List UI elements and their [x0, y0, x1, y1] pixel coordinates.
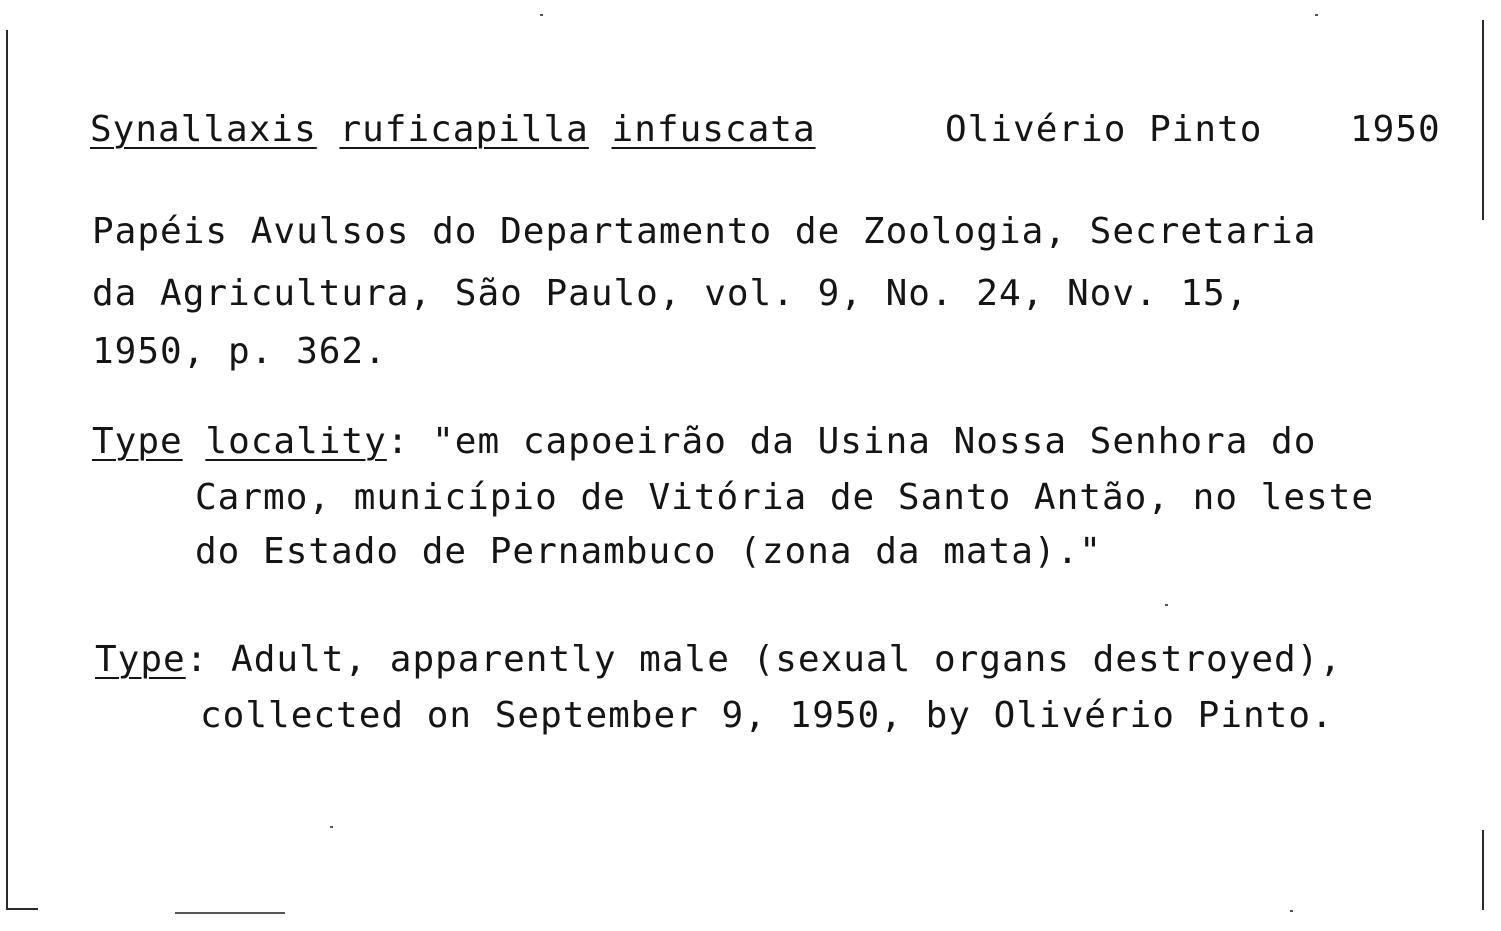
scan-speck [540, 14, 543, 16]
card-left-edge [6, 30, 8, 910]
type-locality-line-1 [92, 422, 1316, 462]
type-line-1 [95, 640, 1342, 680]
scan-speck [1315, 14, 1318, 16]
type-locality-label-word-2: locality [205, 421, 387, 462]
species-name: ruficapilla [339, 109, 589, 150]
type-line-2: collected on September 9, 1950, by Olivério Pinto. [200, 695, 1334, 736]
taxon-author: Olivério Pinto [945, 109, 1263, 150]
card-right-edge-top [1482, 20, 1484, 220]
taxon-name [90, 110, 816, 150]
publication-line-1: Papéis Avulsos do Departamento de Zoologia, Secretaria [92, 211, 1317, 252]
publication-line-3: 1950, p. 362. [92, 331, 387, 372]
card-bottom-edge [8, 908, 38, 910]
taxon-year: 1950 [1350, 109, 1441, 150]
scan-speck [1290, 910, 1293, 912]
subspecies-name: infuscata [611, 109, 816, 150]
type-label: Type [95, 639, 186, 680]
type-locality-line-2: Carmo, município de Vitória de Santo Antão, no leste [195, 477, 1375, 518]
publication-line-2: da Agricultura, São Paulo, vol. 9, No. 24, Nov. 15, [92, 273, 1249, 314]
card-right-edge-bottom [1482, 830, 1484, 910]
type-locality-text: : "em capoeirão da Usina Nossa Senhora do [386, 421, 1317, 462]
scan-speck [1165, 604, 1168, 606]
type-text: : Adult, apparently male (sexual organs destroyed), [185, 639, 1343, 680]
genus-name: Synallaxis [90, 109, 317, 150]
scan-speck [330, 826, 333, 828]
type-locality-label-word-1: Type [92, 421, 183, 462]
type-locality-line-3: do Estado de Pernambuco (zona da mata)." [195, 531, 1102, 572]
scan-mark [175, 912, 285, 914]
